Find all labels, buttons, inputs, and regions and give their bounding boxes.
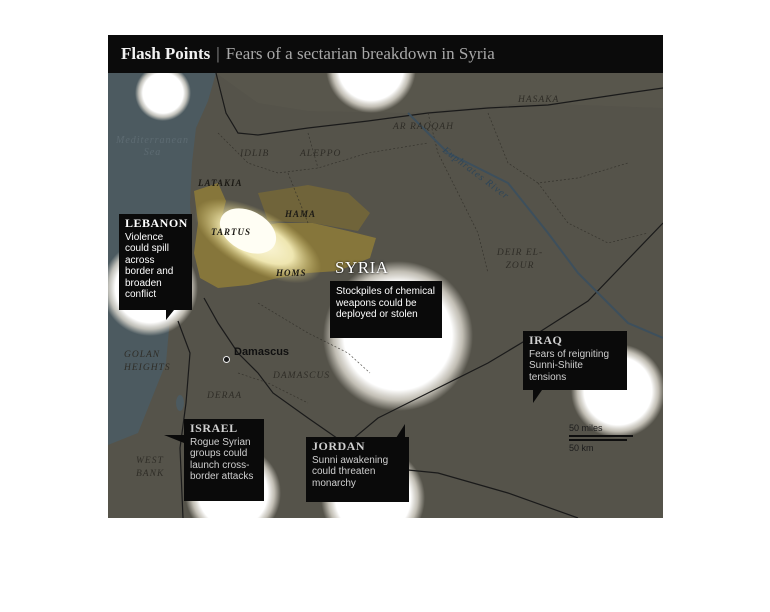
callout-lebanon-tail [166,310,174,320]
callout-iraq-tail [533,390,542,403]
scale-km-label: 50 km [569,443,594,453]
title-bar [108,35,663,73]
callout-iraq-head: IRAQ [529,333,563,347]
label-syria: SYRIA [335,258,389,277]
callout-lebanon-head: LEBANON [125,216,188,230]
label-hasaka: HASAKA [518,95,560,105]
title-separator: | [216,44,220,63]
callout-lebanon-desc: Violence could spill across border and broaden conflict [125,231,174,300]
scale-km-bar [569,439,627,441]
label-damascus-city: Damascus [234,346,290,358]
callout-israel-head: ISRAEL [190,421,238,435]
label-golan-heights: GOLAN HEIGHTS [124,350,171,373]
lake [176,395,184,411]
map-figure [108,35,663,518]
label-hama: HAMA [285,209,317,219]
label-euphrates-river: Euphrates River [440,145,512,203]
label-tartus: TARTUS [211,227,252,237]
callout-jordan-desc: Sunni awakening could threaten monarchy [312,454,389,489]
callout-israel-desc: Rogue Syrian groups could launch cross-border attacks [190,436,254,482]
callout-iraq [523,331,627,390]
callout-jordan-tail [396,424,405,438]
label-mediterranean-sea: Mediterranean Sea [116,135,189,158]
label-west-bank: WEST BANK [136,456,165,479]
callout-jordan-head: JORDAN [312,439,365,453]
label-ar-raqqah: AR RAQQAH [393,122,454,132]
callout-jordan [306,437,409,502]
label-aleppo: ALEPPO [300,149,342,159]
damascus-marker [223,356,230,363]
turkey-land [216,73,663,113]
label-deir-el-zour: DEIR EL-ZOUR [496,248,544,271]
label-latakia: LATAKIA [198,178,243,188]
callout-israel [184,419,264,501]
callout-lebanon [119,214,192,310]
scale-miles-bar [569,435,633,437]
label-homs: HOMS [276,268,307,278]
label-damascus-province: DAMASCUS [273,371,331,381]
callout-israel-tail [164,435,184,443]
label-deraa: DERAA [207,391,243,401]
title-main: Flash Points [121,44,211,63]
label-idlib: IDLIB [240,149,270,159]
title-subtitle: Fears of a sectarian breakdown in Syria [225,44,495,63]
scale-bar [569,423,633,453]
callout-iraq-desc: Fears of reigniting Sunni-Shiite tensions [529,348,610,383]
callout-syria [330,281,442,338]
scale-miles-label: 50 miles [569,423,603,433]
callout-syria-desc: Stockpiles of chemical weapons could be deployed or stolen [336,286,435,320]
